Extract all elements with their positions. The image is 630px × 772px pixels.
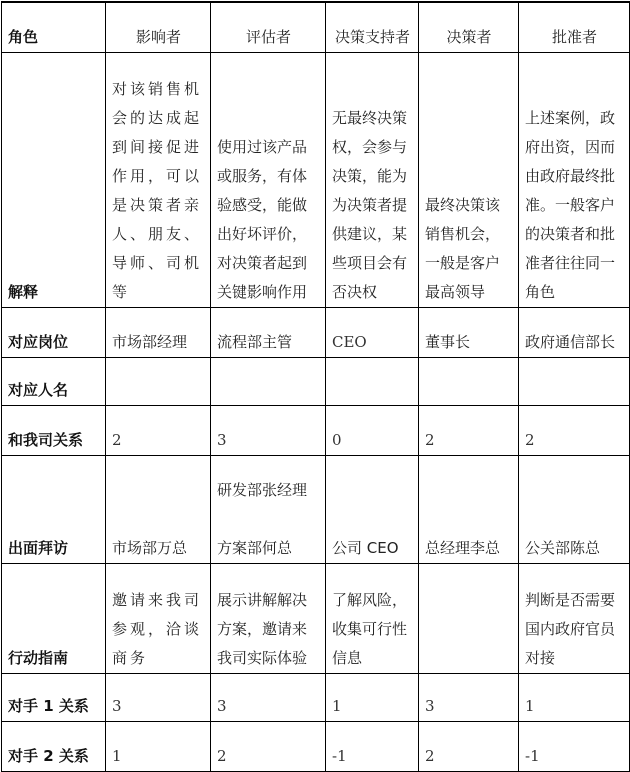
cell-action-approver: 判断是否需要国内政府官员对接 [519,563,630,673]
cell-explain-approver: 上述案例，政府出资，因而由政府最终批准。一般客户的决策者和批准者往往同一角色 [519,52,630,307]
cell-position-influencer: 市场部经理 [106,307,211,357]
header-row [2,2,630,52]
cell-person-name-decision-maker [419,357,519,405]
row-label-position: 对应岗位 [2,307,106,357]
cell-relation-us-decision-supporter: 0 [326,405,419,455]
row-label-action: 行动指南 [2,563,106,673]
cell-visit-influencer: 市场部万总 [106,455,211,563]
cell-visit-decision-maker: 总经理李总 [419,455,519,563]
table-row-relation-us [2,405,630,455]
cell-rival2-influencer: 1 [106,721,211,771]
table-row-explain [2,52,630,307]
table-row-rival1 [2,673,630,721]
cell-person-name-evaluator [211,357,326,405]
cell-rival2-approver: -1 [519,721,630,771]
cell-rival1-influencer: 3 [106,673,211,721]
cell-action-influencer: 邀请来我司参观，洽谈商务 [106,563,211,673]
column-header-evaluator: 评估者 [211,2,326,52]
cell-explain-influencer: 对该销售机会的达成起到间接促进作用，可以是决策者亲人、朋友、导师、司机等 [106,52,211,307]
cell-position-decision-supporter: CEO [326,307,419,357]
table-row-visit [2,455,630,563]
cell-rival2-decision-supporter: -1 [326,721,419,771]
cell-action-decision-supporter: 了解风险，收集可行性信息 [326,563,419,673]
column-header-approver: 批准者 [519,2,630,52]
row-label-rival2: 对手 2 关系 [2,721,106,771]
cell-relation-us-approver: 2 [519,405,630,455]
cell-action-decision-maker [419,563,519,673]
column-header-decision-supporter: 决策支持者 [326,2,419,52]
cell-visit-evaluator: 研发部张经理 方案部何总 [211,455,326,563]
cell-relation-us-decision-maker: 2 [419,405,519,455]
cell-rival1-evaluator: 3 [211,673,326,721]
row-label-explain: 解释 [2,52,106,307]
cell-visit-approver: 公关部陈总 [519,455,630,563]
cell-rival2-decision-maker: 2 [419,721,519,771]
cell-action-evaluator: 展示讲解解决方案，邀请来我司实际体验 [211,563,326,673]
cell-person-name-approver [519,357,630,405]
cell-rival1-decision-supporter: 1 [326,673,419,721]
cell-explain-decision-maker: 最终决策该销售机会，一般是客户最高领导 [419,52,519,307]
cell-position-approver: 政府通信部长 [519,307,630,357]
table-row-person-name [2,357,630,405]
cell-explain-decision-supporter: 无最终决策权，会参与决策，能为为决策者提供建议，某些项目会有否决权 [326,52,419,307]
cell-rival1-decision-maker: 3 [419,673,519,721]
cell-explain-evaluator: 使用过该产品或服务，有体验感受，能做出好坏评价，对决策者起到关键影响作用 [211,52,326,307]
cell-visit-decision-supporter: 公司 CEO [326,455,419,563]
cell-person-name-influencer [106,357,211,405]
table-row-action [2,563,630,673]
cell-person-name-decision-supporter [326,357,419,405]
cell-relation-us-influencer: 2 [106,405,211,455]
row-label-person-name: 对应人名 [2,357,106,405]
table-row-position [2,307,630,357]
row-label-visit: 出面拜访 [2,455,106,563]
role-analysis-table [1,1,630,772]
table-row-rival2 [2,721,630,771]
column-header-decision-maker: 决策者 [419,2,519,52]
cell-position-decision-maker: 董事长 [419,307,519,357]
row-label-rival1: 对手 1 关系 [2,673,106,721]
cell-relation-us-evaluator: 3 [211,405,326,455]
cell-rival2-evaluator: 2 [211,721,326,771]
column-header-influencer: 影响者 [106,2,211,52]
row-label-role: 角色 [2,2,106,52]
cell-rival1-approver: 1 [519,673,630,721]
cell-position-evaluator: 流程部主管 [211,307,326,357]
row-label-relation-us: 和我司关系 [2,405,106,455]
